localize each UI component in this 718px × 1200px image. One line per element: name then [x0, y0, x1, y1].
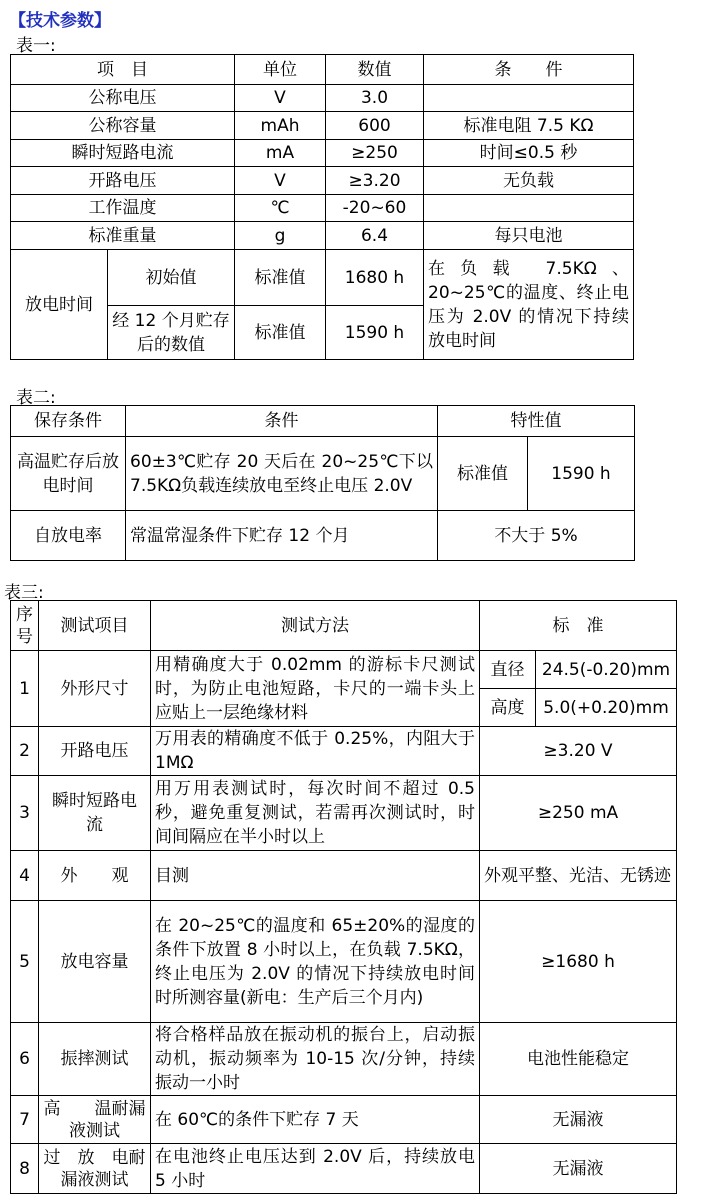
table-row: [11, 140, 634, 167]
table1-discharge-condition: 在负载 7.5KΩ、20~25℃的温度、终止电压为 2.0V 的情况下持续放电时间: [424, 250, 634, 360]
table1-discharge-unit: 标准值: [235, 306, 326, 360]
table3-r4-method: 目测: [151, 851, 480, 901]
table3-r8-standard: 无漏液: [480, 1144, 677, 1194]
table1-discharge-value-stored: 1590 h: [326, 306, 424, 360]
table2-row1-value: 1590 h: [528, 437, 635, 511]
table3-r1-height-value: 5.0(+0.20)mm: [536, 689, 677, 727]
table2-caption: 表二:: [16, 388, 56, 408]
table-row: [11, 195, 634, 222]
table2-row1-condition: 60±3℃贮存 20 天后在 20~25℃下以 7.5KΩ负载连续放电至终止电压 2.0V: [126, 437, 438, 511]
table3-r6-item: 振摔测试: [39, 1023, 151, 1096]
table3-r6-method: 将合格样品放在振动机的振台上，启动振动机，振动频率为 10-15 次/分钟，持续振动一小时: [151, 1023, 480, 1096]
table3-r5-no: 5: [11, 901, 39, 1023]
table2-header-condition: 条件: [126, 406, 438, 437]
table2-row1-name: 高温贮存后放电时间: [11, 437, 126, 511]
table-row: [11, 250, 634, 306]
table-row: [11, 776, 677, 851]
table1-cell: 6.4: [326, 222, 424, 250]
table-row: [11, 112, 634, 140]
table3-caption: 表三:: [4, 583, 44, 603]
table-row: [11, 851, 677, 901]
table3-r7-method: 在 60℃的条件下贮存 7 天: [151, 1096, 480, 1144]
table3-header-standard: 标 准: [480, 601, 677, 651]
table3-r6-standard: 电池性能稳定: [480, 1023, 677, 1096]
table3-r3-item: 瞬时短路电 流: [39, 776, 151, 851]
table3-r2-no: 2: [11, 727, 39, 776]
table3-r2-method: 万用表的精确度不低于 0.25%，内阻大于 1MΩ: [151, 727, 480, 776]
table3-r3-standard: ≥250 mA: [480, 776, 677, 851]
table-row: [11, 437, 635, 511]
table1-discharge-unit: 标准值: [235, 250, 326, 306]
table1-cell: ℃: [235, 195, 326, 222]
table1-cell: 3.0: [326, 85, 424, 112]
table1-header-condition: 条 件: [424, 55, 634, 85]
table1-cell: 时间≤0.5 秒: [424, 140, 634, 167]
table1-cell: mAh: [235, 112, 326, 140]
table3-r2-item: 开路电压: [39, 727, 151, 776]
section-title: 【技术参数】: [9, 11, 111, 31]
table-row: [11, 651, 677, 689]
table2: [10, 405, 635, 561]
table3-r3-no: 3: [11, 776, 39, 851]
table3-r1-no: 1: [11, 651, 39, 727]
table2-row1-label: 标准值: [438, 437, 528, 511]
table3-r1-item: 外形尺寸: [39, 651, 151, 727]
table1-discharge-value-initial: 1680 h: [326, 250, 424, 306]
table-row: [11, 1096, 677, 1144]
table3-header-method: 测试方法: [151, 601, 480, 651]
table3: [10, 600, 677, 1194]
table3-r8-no: 8: [11, 1144, 39, 1194]
table1-discharge-label: 放电时间: [11, 250, 108, 360]
table3-r3-method: 用万用表测试时，每次时间不超过 0.5 秒，避免重复测试，若需再次测试时，时间间隔应在半小时以上: [151, 776, 480, 851]
table1-cell: 无负载: [424, 167, 634, 195]
table3-header-item: 测试项目: [39, 601, 151, 651]
table-row: [11, 167, 634, 195]
table1-discharge-stored: 经 12 个月贮存后的数值: [108, 306, 235, 360]
table1-cell: 开路电压: [11, 167, 235, 195]
table1-header-item: 项 目: [11, 55, 235, 85]
table1-cell: ≥3.20: [326, 167, 424, 195]
table1-cell: mA: [235, 140, 326, 167]
table3-r1-method: 用精确度大于 0.02mm 的游标卡尺测试时，为防止电池短路，卡尺的一端卡头上应贴上一层绝缘材料: [151, 651, 480, 727]
table-row: [11, 727, 677, 776]
table1: [10, 54, 634, 360]
table-row: [11, 901, 677, 1023]
table-row: [11, 1144, 677, 1194]
table1-header-unit: 单位: [235, 55, 326, 85]
table3-r8-method: 在电池终止电压达到 2.0V 后，持续放电 5 小时: [151, 1144, 480, 1194]
table-row: [11, 511, 635, 561]
table1-cell: 瞬时短路电流: [11, 140, 235, 167]
table1-cell: 每只电池: [424, 222, 634, 250]
table-row: [11, 85, 634, 112]
table3-r2-standard: ≥3.20 V: [480, 727, 677, 776]
table1-cell: 标准电阻 7.5 KΩ: [424, 112, 634, 140]
table1-cell: [424, 85, 634, 112]
table3-r7-no: 7: [11, 1096, 39, 1144]
table3-r8-item: 过 放 电耐漏液测试: [39, 1144, 151, 1194]
table3-r4-item: 外 观: [39, 851, 151, 901]
table3-r1-diameter-value: 24.5(-0.20)mm: [536, 651, 677, 689]
table3-r4-no: 4: [11, 851, 39, 901]
table3-r4-standard: 外观平整、光洁、无锈迹: [480, 851, 677, 901]
table1-cell: -20~60: [326, 195, 424, 222]
table1-cell: [424, 195, 634, 222]
table1-cell: 公称容量: [11, 112, 235, 140]
table2-row2-name: 自放电率: [11, 511, 126, 561]
table1-cell: 工作温度: [11, 195, 235, 222]
table3-r6-no: 6: [11, 1023, 39, 1096]
table-row: [11, 222, 634, 250]
table3-r7-standard: 无漏液: [480, 1096, 677, 1144]
table2-header-characteristic: 特性值: [438, 406, 635, 437]
table-row: [11, 1023, 677, 1096]
table3-r7-item: 高 温耐漏液测试: [39, 1096, 151, 1144]
table1-cell: ≥250: [326, 140, 424, 167]
table1-cell: g: [235, 222, 326, 250]
table1-header-row: [11, 55, 634, 85]
table1-cell: V: [235, 167, 326, 195]
table3-r1-diameter-label: 直径: [480, 651, 536, 689]
table1-discharge-initial: 初始值: [108, 250, 235, 306]
table1-header-value: 数值: [326, 55, 424, 85]
table3-header-row: [11, 601, 677, 651]
table2-row2-value: 不大于 5%: [438, 511, 635, 561]
table2-header-row: [11, 406, 635, 437]
table2-row2-condition: 常温常湿条件下贮存 12 个月: [126, 511, 438, 561]
table1-cell: 公称电压: [11, 85, 235, 112]
table3-r5-item: 放电容量: [39, 901, 151, 1023]
table1-caption: 表一:: [16, 36, 56, 56]
table3-r5-standard: ≥1680 h: [480, 901, 677, 1023]
table2-header-storage: 保存条件: [11, 406, 126, 437]
table1-cell: V: [235, 85, 326, 112]
table3-r1-height-label: 高度: [480, 689, 536, 727]
table3-header-no: 序号: [11, 601, 39, 651]
table1-cell: 标准重量: [11, 222, 235, 250]
table3-r5-method: 在 20~25℃的温度和 65±20%的湿度的条件下放置 8 小时以上，在负载 7.5KΩ，终止电压为 2.0V 的情况下持续放电时间时所测容量(新电：生产后三个月内): [151, 901, 480, 1023]
table1-cell: 600: [326, 112, 424, 140]
